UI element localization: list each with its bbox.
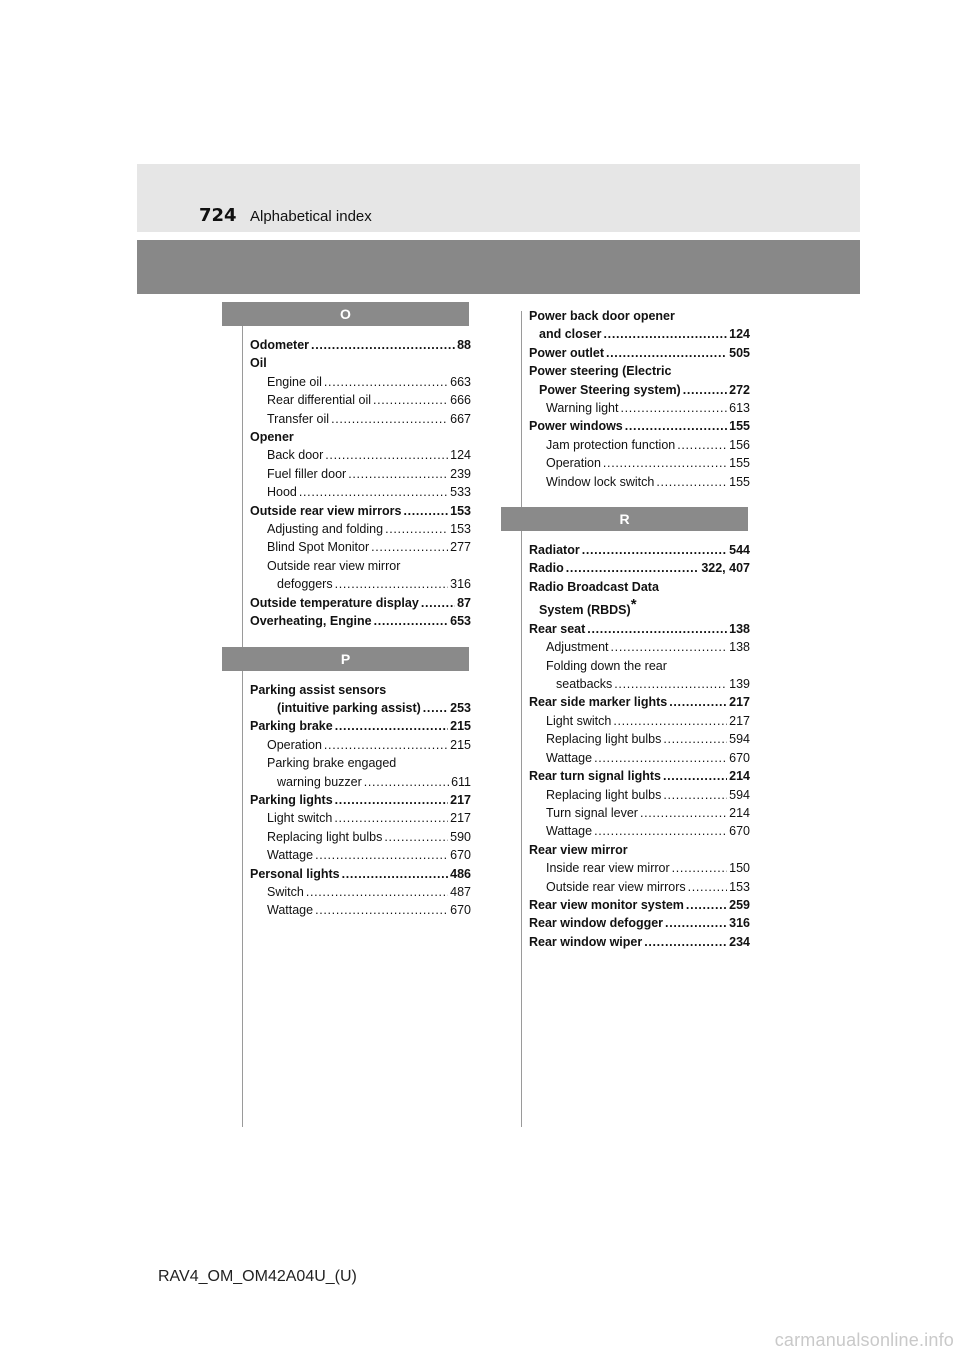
index-subentry [250,773,471,791]
index-entry [250,865,471,883]
leader-dots [315,846,448,864]
page-reference: 670 [450,903,471,918]
index-subentry [250,520,471,538]
entry-label: Rear window defogger [529,916,664,931]
entry-label: Adjustment [546,640,609,655]
page-reference: 316 [450,577,471,592]
leader-dots [665,914,727,932]
page-reference: 487 [450,884,471,899]
leader-dots [688,878,728,896]
leader-dots [421,594,455,612]
page-reference: 670 [729,824,750,839]
index-entry [529,933,750,951]
index-subentry [250,557,471,575]
entry-label: Hood [267,485,297,500]
leader-dots [342,865,449,883]
leader-dots [640,804,727,822]
leader-dots [656,473,727,491]
leader-dots [348,465,448,483]
index-entry [529,693,750,711]
leader-dots [594,822,727,840]
index-entry [250,717,471,735]
section-band [137,240,860,294]
letter-header: R [501,507,748,531]
leader-dots [335,575,449,593]
index-entry [250,791,471,809]
index-subentry [529,859,750,877]
index-entry [250,336,471,354]
page-reference: 214 [729,805,750,820]
index-subentry [529,749,750,767]
letter-gap [250,671,471,681]
leader-dots [306,883,448,901]
page-reference: 88 [457,338,471,352]
index-entry [250,594,471,612]
leader-dots [663,767,727,785]
page-reference: 272 [729,382,750,397]
leader-dots [385,520,448,538]
entry-label: Light switch [546,713,612,728]
page-reference: 316 [729,916,750,931]
page-reference: 214 [729,769,750,784]
page-reference: 666 [450,393,471,408]
entry-label: Power Steering system) [539,382,681,397]
document-code: RAV4_OM_OM42A04U_(U) [158,1268,357,1285]
leader-dots [335,717,448,735]
index-entry [529,767,750,785]
index-entry [250,428,471,446]
leader-dots [311,336,455,354]
page-reference: 217 [729,713,750,728]
page-reference: 155 [729,419,750,434]
index-entry [529,914,750,932]
leader-dots [606,344,727,362]
page-number: 724 [199,205,237,226]
index-column-left [250,302,471,920]
leader-dots [371,538,448,556]
entry-label: Replacing light bulbs [267,829,383,844]
entry-label: Rear differential oil [267,393,371,408]
entry-label: Blind Spot Monitor [267,540,370,555]
index-subentry [529,454,750,472]
index-subentry [250,809,471,827]
index-entry [250,681,471,699]
entry-label: Back door [267,448,324,463]
page-reference: 139 [729,677,750,692]
entry-label: Wattage [267,848,314,863]
letter-gap [250,631,471,647]
entry-label: Radiator [529,543,580,558]
footnote-marker: * [630,596,637,614]
index-subentry [250,828,471,846]
entry-label: Folding down the rear [546,658,667,673]
page-reference: 544 [729,543,750,558]
entry-label: Overheating, Engine [250,614,372,629]
entry-label: Jam protection function [546,437,676,452]
index-entry [529,307,750,325]
entry-label: Radio [529,561,564,576]
index-entry [250,612,471,630]
index-entry [250,502,471,520]
index-subentry [250,736,471,754]
page-reference: 533 [450,485,471,500]
index-subentry [529,804,750,822]
page-reference: 215 [450,719,471,734]
index-entry [529,325,750,343]
leader-dots [324,736,448,754]
entry-label: System (RBDS) [539,603,631,618]
entry-label: Parking lights [250,792,333,807]
index-subentry [529,436,750,454]
entry-label: Power windows [529,419,623,434]
index-subentry [529,399,750,417]
page-reference: 667 [450,411,471,426]
index-entry [529,417,750,435]
leader-dots [335,791,448,809]
entry-label: Operation [546,456,601,471]
page-reference: 670 [729,750,750,765]
index-subentry [529,675,750,693]
entry-label: Switch [267,884,304,899]
page-reference: 153 [729,879,750,894]
index-subentry [250,575,471,593]
entry-label: Outside temperature display [250,595,419,610]
index-subentry [529,657,750,675]
entry-label: Oil [250,356,267,371]
page-reference: 670 [450,848,471,863]
index-entry [529,620,750,638]
index-entry [250,354,471,372]
entry-label: Rear view monitor system [529,897,684,912]
index-entry [529,841,750,859]
entry-label: Inside rear view mirror [546,861,670,876]
right-column-rule [521,311,522,1127]
entry-label: Wattage [546,750,593,765]
leader-dots [325,446,448,464]
entry-label: Opener [250,430,294,445]
page-reference: 653 [450,614,471,629]
leader-dots [582,541,727,559]
page-reference: 505 [729,345,750,360]
entry-label: and closer [539,327,602,342]
page-reference: 253 [450,700,471,715]
page-reference: 277 [450,540,471,555]
letter-gap [529,491,750,507]
page-reference: 613 [729,401,750,416]
entry-label: Parking brake engaged [267,756,397,771]
leader-dots [603,454,727,472]
index-subentry [250,483,471,501]
entry-label: (intuitive parking assist) [277,700,421,715]
index-entry [529,362,750,380]
page-reference: 153 [450,522,471,537]
leader-dots [677,436,727,454]
letter-gap [250,326,471,336]
entry-label: Transfer oil [267,411,330,426]
entry-label: Operation [267,737,322,752]
page-reference: 150 [729,861,750,876]
page-reference: 124 [450,448,471,463]
page-reference: 153 [450,503,471,518]
leader-dots [683,381,727,399]
index-subentry [250,446,471,464]
page-reference: 239 [450,466,471,481]
entry-label: Radio Broadcast Data [529,579,659,594]
entry-label: Rear view mirror [529,842,628,857]
page-reference: 217 [729,695,750,710]
index-subentry [529,730,750,748]
leader-dots [669,693,727,711]
entry-label: Power outlet [529,345,605,360]
entry-label: Parking brake [250,719,333,734]
page-reference: 234 [729,934,750,949]
index-column-right [529,307,750,951]
index-subentry [250,410,471,428]
page-reference: 611 [451,774,471,789]
entry-label: Window lock switch [546,474,655,489]
entry-label: Fuel filler door [267,466,347,481]
entry-label: warning buzzer [277,774,362,789]
leader-dots [663,786,727,804]
index-subentry [250,883,471,901]
page-reference: 594 [729,732,750,747]
page-reference: 156 [729,437,750,452]
entry-label: Parking assist sensors [250,682,387,697]
leader-dots [324,373,448,391]
entry-label: Rear turn signal lights [529,769,661,784]
leader-dots [614,675,727,693]
entry-label: Turn signal lever [546,805,638,820]
leader-dots [374,612,449,630]
index-entry [529,596,750,620]
page-reference: 124 [729,327,750,342]
index-subentry [250,754,471,772]
entry-label: Replacing light bulbs [546,787,662,802]
entry-label: defoggers [277,577,333,592]
index-subentry [250,373,471,391]
page-reference: 594 [729,787,750,802]
page-reference: 155 [729,474,750,489]
leader-dots [644,933,727,951]
index-subentry [250,465,471,483]
entry-label: Outside rear view mirrors [546,879,686,894]
page-reference: 322, 407 [701,561,750,576]
leader-dots [587,620,727,638]
leader-dots [403,502,448,520]
leader-dots [686,896,727,914]
index-entry [529,381,750,399]
leader-dots [384,828,448,846]
leader-dots [625,417,727,435]
leader-dots [594,749,727,767]
left-column-rule [242,302,243,1127]
index-entry [529,541,750,559]
index-subentry [529,786,750,804]
page-reference: 87 [457,595,471,610]
entry-label: Wattage [546,824,593,839]
page-reference: 486 [450,866,471,881]
index-entry [529,344,750,362]
entry-label: Outside rear view mirror [267,558,401,573]
letter-header: P [222,647,469,671]
leader-dots [373,391,448,409]
leader-dots [331,410,448,428]
leader-dots [604,325,728,343]
section-title: Alphabetical index [250,208,372,225]
entry-label: Outside rear view mirrors [250,503,402,518]
entry-label: Personal lights [250,866,340,881]
letter-header: O [222,302,469,326]
leader-dots [423,699,448,717]
page-reference: 215 [450,737,471,752]
page-reference: 217 [450,792,471,807]
index-subentry [529,638,750,656]
index-subentry [529,473,750,491]
index-subentry [529,878,750,896]
leader-dots [315,901,448,919]
entry-label: Light switch [267,811,333,826]
leader-dots [334,809,448,827]
leader-dots [566,559,700,577]
index-subentry [250,391,471,409]
index-subentry [250,901,471,919]
leader-dots [299,483,448,501]
page-reference: 155 [729,456,750,471]
entry-label: Power back door opener [529,309,675,323]
index-subentry [250,538,471,556]
page-reference: 138 [729,621,750,636]
index-entry [529,896,750,914]
watermark: carmanualsonline.info [774,1330,954,1350]
leader-dots [364,773,449,791]
page-reference: 590 [450,829,471,844]
entry-label: Engine oil [267,374,322,389]
header-band [137,164,860,232]
page-reference: 138 [729,640,750,655]
entry-label: Replacing light bulbs [546,732,662,747]
index-entry [250,699,471,717]
entry-label: Wattage [267,903,314,918]
entry-label: Odometer [250,338,310,352]
index-subentry [250,846,471,864]
letter-gap [529,531,750,541]
entry-label: Power steering (Electric [529,364,672,379]
leader-dots [611,638,728,656]
index-subentry [529,822,750,840]
page-reference: 663 [450,374,471,389]
leader-dots [663,730,727,748]
entry-label: Rear window wiper [529,934,643,949]
leader-dots [613,712,727,730]
page-reference: 259 [729,897,750,912]
entry-label: seatbacks [556,677,613,692]
leader-dots [621,399,728,417]
entry-label: Rear seat [529,621,586,636]
page-reference: 217 [450,811,471,826]
entry-label: Warning light [546,401,619,416]
index-entry [529,578,750,596]
index-subentry [529,712,750,730]
entry-label: Adjusting and folding [267,522,384,537]
index-entry [529,559,750,577]
entry-label: Rear side marker lights [529,695,668,710]
leader-dots [672,859,728,877]
